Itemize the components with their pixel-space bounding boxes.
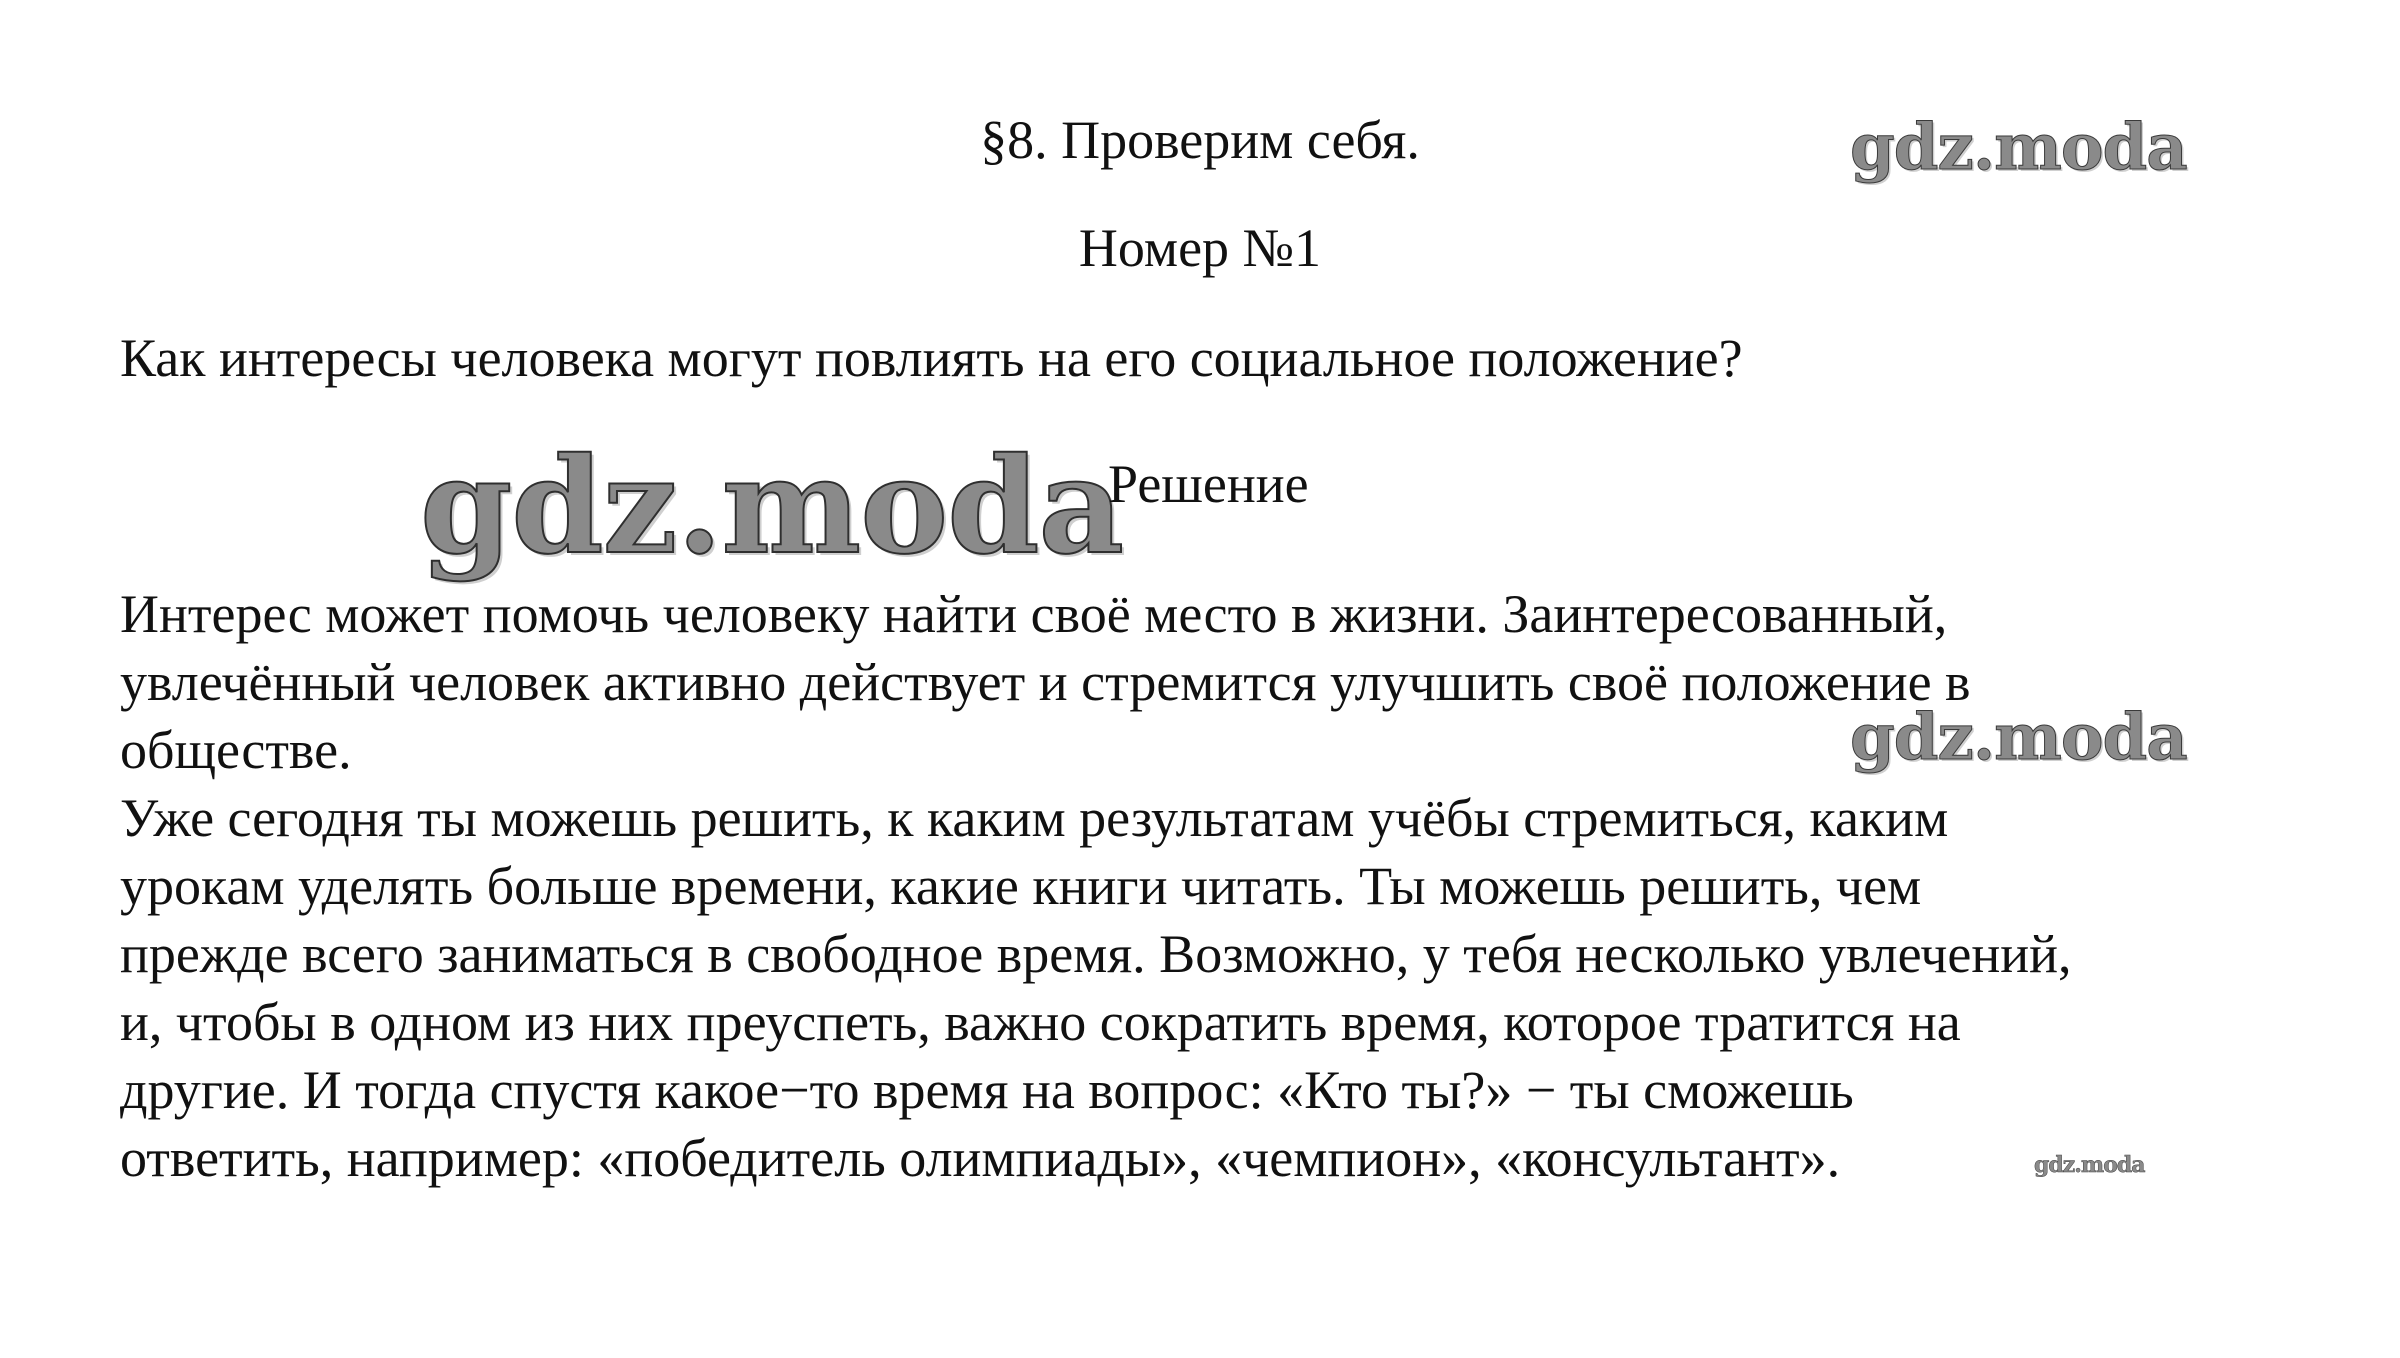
section-title: §8. Проверим себя. (980, 110, 1420, 170)
answer-text (120, 580, 2340, 1192)
answer-line: урокам уделять больше времени, какие книги читать. Ты можешь решить, чем (120, 856, 1922, 916)
watermark-logo-large: gdz.moda (420, 429, 1124, 584)
answer-line: ответить, например: «победитель олимпиады», «чемпион», «консультант». (120, 1128, 1841, 1188)
solution-heading: Решение (1108, 454, 1309, 514)
answer-line: другие. И тогда спустя какое−то время на вопрос: «Кто ты?» − ты сможешь (120, 1060, 1854, 1120)
answer-line: Уже сегодня ты можешь решить, к каким результатам учёбы стремиться, каким (120, 788, 1949, 848)
question-text: Как интересы человека могут повлиять на его социальное положение? (120, 328, 1743, 388)
watermark-logo-mid: gdz.moda (1850, 700, 2187, 775)
answer-line: увлечённый человек активно действует и стремится улучшить своё положение в (120, 652, 1971, 712)
answer-line: Интерес может помочь человеку найти своё место в жизни. Заинтересованный, (120, 584, 1948, 644)
answer-line: и, чтобы в одном из них преуспеть, важно сократить время, которое тратится на (120, 992, 1961, 1052)
answer-line: обществе. (120, 720, 352, 780)
answer-line: прежде всего заниматься в свободное время. Возможно, у тебя несколько увлечений, (120, 924, 2072, 984)
watermark-logo-top: gdz.moda (1850, 110, 2187, 185)
watermark-logo-small: gdz.moda (2034, 1152, 2145, 1178)
task-number: Номер №1 (1078, 218, 1322, 278)
